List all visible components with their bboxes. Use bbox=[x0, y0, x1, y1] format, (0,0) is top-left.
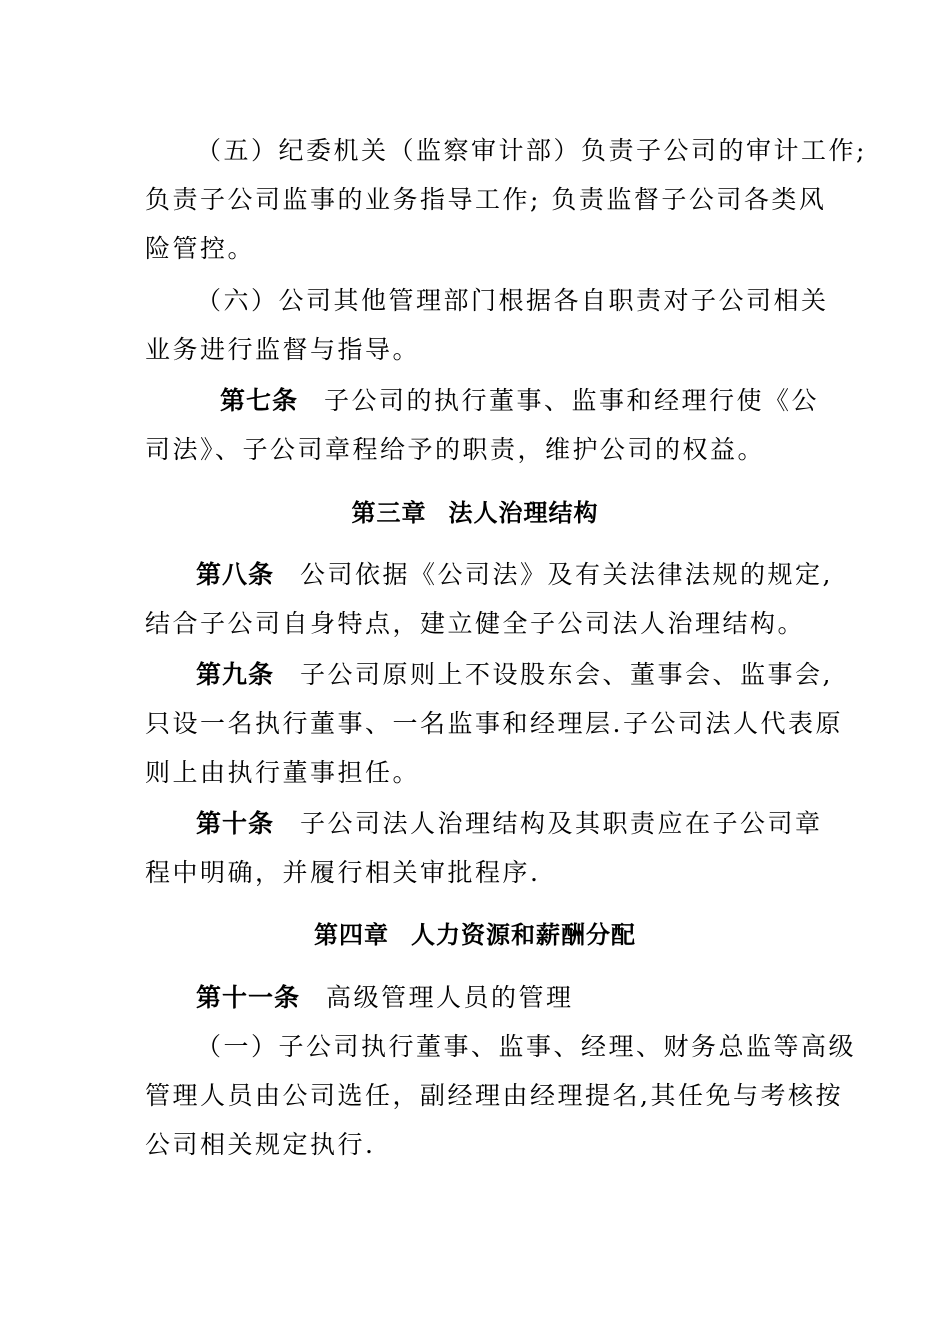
chapter-4-number: 第四章 bbox=[314, 921, 389, 949]
paragraph-line: （五）纪委机关（监察审计部）负责子公司的审计工作; bbox=[196, 136, 867, 165]
paragraph-line: 公司相关规定执行. bbox=[145, 1130, 376, 1159]
article-11-text: 高级管理人员的管理 bbox=[326, 983, 574, 1012]
paragraph-line: （一）子公司执行董事、监事、经理、财务总监等高级 bbox=[196, 1032, 857, 1061]
article-8-text: 公司依据《公司法》及有关法律法规的规定, bbox=[300, 560, 833, 589]
article-11-title: 第十一条 bbox=[196, 983, 301, 1012]
article-10-title: 第十条 bbox=[196, 809, 275, 838]
paragraph-line: 险管控。 bbox=[145, 234, 256, 263]
paragraph-line: 负责子公司监事的业务指导工作; 负责监督子公司各类风 bbox=[145, 185, 827, 214]
paragraph-line: 业务进行监督与指导。 bbox=[145, 335, 421, 364]
article-9-line bbox=[196, 658, 861, 692]
paragraph-line: 结合子公司自身特点，建立健全子公司法人治理结构。 bbox=[145, 609, 806, 638]
article-11-line bbox=[196, 981, 861, 1015]
paragraph-line: 程中明确，并履行相关审批程序. bbox=[145, 858, 541, 887]
article-7-line bbox=[220, 384, 885, 418]
article-9-text: 子公司原则上不设股东会、董事会、监事会, bbox=[300, 660, 833, 689]
article-10-text: 子公司法人治理结构及其职责应在子公司章 bbox=[300, 809, 823, 838]
paragraph-line: 只设一名执行董事、一名监事和经理层.子公司法人代表原 bbox=[145, 709, 843, 738]
chapter-3-heading bbox=[0, 496, 950, 530]
paragraph-line: 则上由执行董事担任。 bbox=[145, 758, 421, 787]
chapter-3-number: 第三章 bbox=[351, 499, 427, 527]
paragraph-line: 司法》、子公司章程给予的职责，维护公司的权益。 bbox=[145, 435, 766, 464]
chapter-3-title: 法人治理结构 bbox=[448, 499, 599, 527]
article-8-title: 第八条 bbox=[196, 560, 275, 589]
article-8-line bbox=[196, 558, 861, 592]
article-7-title: 第七条 bbox=[220, 386, 299, 415]
paragraph-line: 管理人员由公司选任，副经理由经理提名,其任免与考核按 bbox=[145, 1081, 843, 1110]
chapter-4-heading bbox=[0, 918, 950, 952]
paragraph-line: （六）公司其他管理部门根据各自职责对子公司相关 bbox=[196, 286, 829, 315]
chapter-4-title: 人力资源和薪酬分配 bbox=[411, 921, 636, 949]
article-9-title: 第九条 bbox=[196, 660, 275, 689]
article-7-text: 子公司的执行董事、监事和经理行使《公 bbox=[324, 386, 820, 415]
article-10-line bbox=[196, 807, 861, 841]
